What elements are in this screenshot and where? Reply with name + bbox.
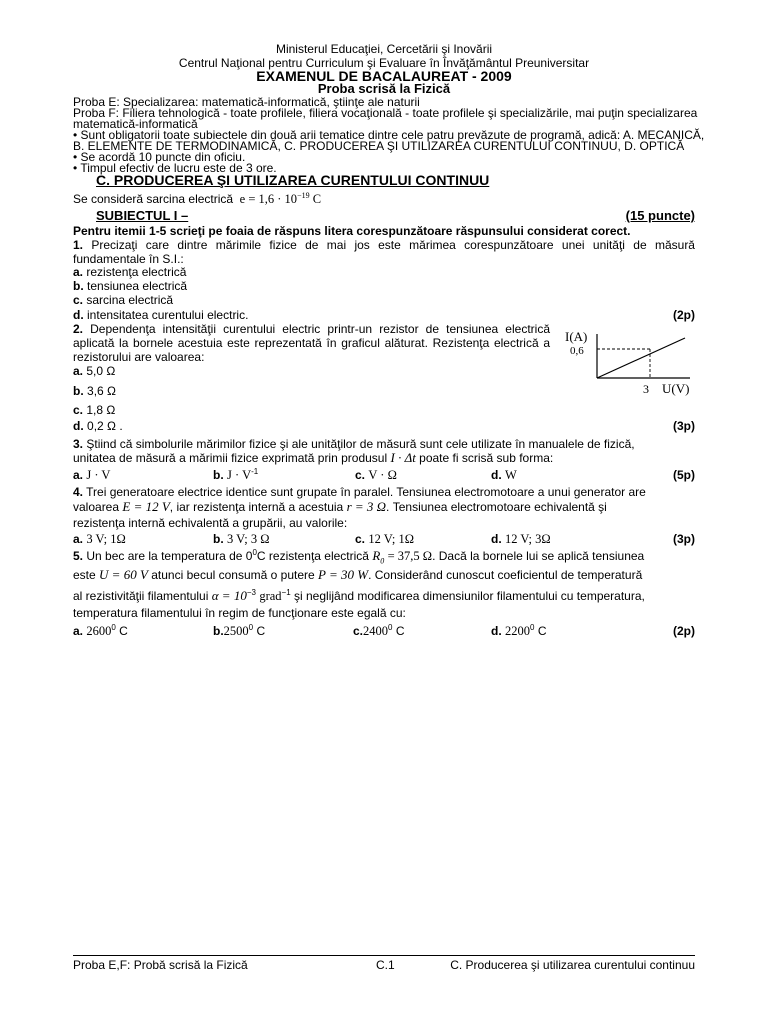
q5-line-4: temperatura filamentului în regim de funcţionare este egală cu: (73, 606, 406, 620)
q5-option-b: b.2500$^0$ C (213, 623, 266, 638)
q3-line-1: 3. Ştiind că simbolurile mărimilor fizice şi ale unităţilor de măsură sunt cele utilizate în manualele de fizică, (73, 437, 635, 451)
q1-points: (2p) (673, 308, 695, 322)
instructions-bullet-2: • Se acordă 10 puncte din oficiu. (73, 150, 246, 164)
q1-option-c: c. sarcina electrică (73, 293, 174, 307)
q5-points: (2p) (673, 624, 695, 638)
instructions-bullet-1a: • Sunt obligatorii toate subiectele din două arii tematice dintre cele patru prevăzute de programă, adică: A. MECANICĂ, (73, 128, 705, 142)
graph-line (597, 338, 685, 378)
proba-e-line: Proba E: Specializarea: matematică-informatică, ştiinţe ale naturii (73, 95, 420, 109)
footer-right: C. Producerea şi utilizarea curentului continuu (450, 958, 695, 972)
q2-option-a: a. 5,0 Ω (73, 364, 116, 378)
footer-page: C.1 (376, 958, 395, 972)
instructions-bullet-1b: B. ELEMENTE DE TERMODINAMICĂ, C. PRODUCEREA ŞI UTILIZAREA CURENTULUI CONTINUU, D. OPTICĂ (73, 139, 685, 153)
subject-points: (15 puncte) (625, 208, 695, 223)
proba-f-line-2: matematică-informatică (73, 117, 198, 131)
q4-option-d: d. 12 V; 3Ω (491, 532, 551, 546)
q5-option-c: c.2400$^0$ C (353, 623, 405, 638)
graph-xtick: 3 (643, 382, 649, 396)
proba-f-line-1: Proba F: Filiera tehnologică - toate profilele, filiera vocaţională - toate profilele şi specializările, mai puţin specializarea (73, 106, 698, 120)
q2-graph (560, 326, 700, 400)
q2-option-c: c. 1,8 Ω (73, 403, 116, 417)
q4-points: (3p) (673, 532, 695, 546)
q1-text: 1. Precizaţi care dintre mărimile fizice de mai jos este mărimea corespunzătoare unei unităţi de măsură fundamentale în S.I.: (73, 238, 695, 266)
q5-line-3: al rezistivităţii filamentului $\alpha = 10^{-3}$ grad$^{-1}$ şi neglijând modificarea dimensiunilor filamentului cu temperatura, (73, 588, 645, 603)
charge-prefix: Se consideră sarcina electrică (73, 192, 234, 206)
q3-points: (5p) (673, 468, 695, 482)
q2-option-d: d. 0,2 Ω . (73, 419, 123, 433)
charge-value: $e = 1,6 \cdot 10^{-19}$ C (239, 190, 322, 206)
q3-line-2: unitatea de măsură a mărimii fizice exprimată prin produsul I · Δt poate fi scrisă sub forma: (73, 450, 554, 465)
q2-text: 2. Dependenţa intensităţii curentului electric printr-un rezistor de tensiunea electrică aplicată la bornele acestuia este reprezentată în graficul alăturat. Rezistenţa electrică a rezistorului are valoarea: (73, 322, 550, 364)
q1-option-b: b. tensiunea electrică (73, 279, 188, 293)
q4-line-3: rezistenţa internă echivalentă a grupării, au valorile: (73, 516, 348, 530)
q4-option-a: a. 3 V; 1Ω (73, 532, 126, 546)
q3-option-a: a. J · V (73, 468, 111, 482)
instructions-bullet-3: • Timpul efectiv de lucru este de 3 ore. (73, 161, 277, 175)
q5-line-1: 5. Un bec are la temperatura de $0^0C$ rezistenţa electrică $R_0 = 37,5$ Ω. Dacă la bornele lui se aplică tensiunea (73, 548, 645, 566)
q3-option-c: c. V · Ω (355, 468, 397, 482)
q5-option-d: d. 2200$^0$ C (491, 623, 547, 638)
q5-line-2: este U = 60 V atunci becul consumă o putere P = 30 W. Considerând cunoscut coeficientul de temperatură (73, 567, 643, 582)
q2-points: (3p) (673, 419, 695, 433)
charge-statement (73, 192, 695, 206)
q4-line-1: 4. Trei generatoare electrice identice sunt grupate în paralel. Tensiunea electromotoare a unui generator are (73, 485, 646, 499)
q4-option-c: c. 12 V; 1Ω (355, 532, 414, 546)
q3-option-b: b. $J \cdot V^{-1}$ (213, 467, 259, 482)
q3-option-d: d. W (491, 468, 517, 482)
subject-label: SUBIECTUL I – (96, 208, 189, 223)
ministry-line: Ministerul Educaţiei, Cercetării şi Inovării (275, 42, 493, 56)
exam-subject: Proba scrisă la Fizică (317, 81, 451, 96)
section-title: C. PRODUCEREA ŞI UTILIZAREA CURENTULUI CONTINUU (96, 172, 490, 188)
graph-ytick: 0,6 (570, 345, 584, 357)
q5-option-a: a. 2600$^0$ C (73, 623, 128, 638)
q4-option-b: b. 3 V; 3 Ω (213, 532, 270, 546)
q1-option-d: d. intensitatea curentului electric. (73, 308, 249, 322)
graph-xlabel: U(V) (662, 381, 690, 396)
footer-left: Proba E,F: Probă scrisă la Fizică (73, 958, 248, 972)
graph-ylabel: I(A) (565, 329, 588, 344)
q1-option-a: a. rezistenţa electrică (73, 265, 187, 279)
instruction-line: Pentru itemii 1-5 scrieţi pe foaia de răspuns litera corespunzătoare răspunsului considerat corect. (73, 224, 631, 238)
footer-rule (73, 955, 695, 956)
exam-title: EXAMENUL DE BACALAUREAT - 2009 (256, 68, 512, 84)
q4-line-2: valoarea E = 12 V, iar rezistenţa internă a acestuia r = 3 Ω. Tensiunea electromotoare echivalentă şi (73, 499, 607, 514)
q2-option-b: b. 3,6 Ω (73, 384, 117, 398)
center-line: Centrul Naţional pentru Curriculum şi Evaluare în Învăţământul Preuniversitar (178, 56, 590, 70)
